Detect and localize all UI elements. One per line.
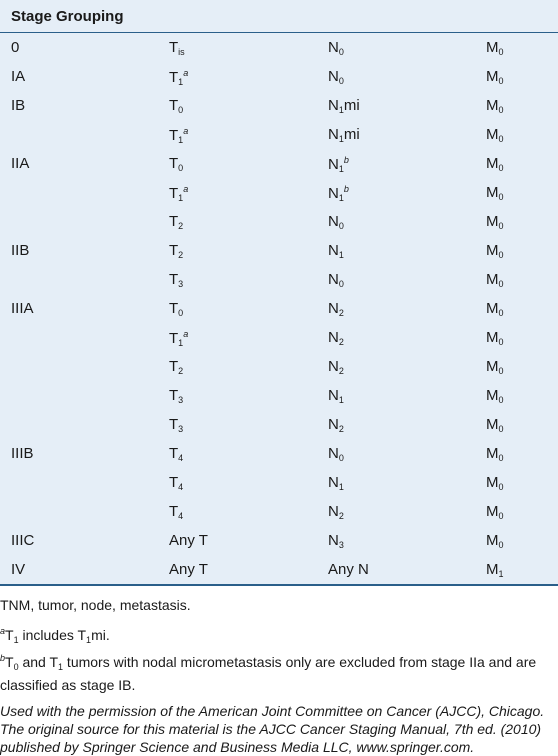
m-cell-subscript: 0: [498, 221, 504, 231]
m-cell: [486, 532, 504, 550]
table-row: [0, 120, 558, 149]
t-cell-superscript: a: [183, 126, 189, 136]
t-cell-subscript: 0: [178, 163, 184, 173]
m-cell: [486, 155, 504, 173]
m-cell: [486, 68, 504, 86]
m-cell-text: M: [486, 329, 499, 346]
t-cell-subscript: 1: [178, 135, 184, 145]
n-cell-text: N: [328, 242, 339, 259]
table-row: [0, 265, 558, 294]
m-cell-subscript: 0: [498, 540, 504, 550]
m-cell: [486, 300, 504, 318]
table-row: [0, 468, 558, 497]
n-cell-subscript: 0: [338, 221, 344, 231]
m-cell-text: M: [486, 68, 499, 85]
table-row: [0, 149, 558, 178]
n-cell-text: N: [328, 358, 339, 375]
table-row: [0, 410, 558, 439]
m-cell-subscript: 0: [498, 337, 504, 347]
n-cell: [328, 358, 344, 376]
n-cell-text: N: [328, 474, 339, 491]
n-cell: [328, 474, 344, 492]
n-cell-subscript: 3: [338, 540, 344, 550]
m-cell: [486, 561, 504, 579]
n-cell-text: N: [328, 300, 339, 317]
n-cell-text: N: [328, 68, 339, 85]
stage-cell: [11, 155, 29, 172]
table-row: [0, 178, 558, 207]
t-cell-text: T: [169, 300, 179, 317]
stage-cell: [11, 242, 29, 259]
m-cell-text: M: [486, 387, 499, 404]
m-cell-text: M: [486, 445, 499, 462]
table-row: [0, 62, 558, 91]
n-cell: [328, 97, 360, 115]
t-cell-subscript: 3: [178, 424, 184, 434]
t-cell: [169, 242, 183, 260]
t-cell-subscript: 3: [178, 279, 184, 289]
n-cell: [328, 329, 344, 347]
table-row: [0, 323, 558, 352]
footnote-a-sub: 1: [86, 635, 92, 645]
t-cell-subscript: 4: [178, 482, 184, 492]
stage-cell-text: IIB: [11, 242, 30, 259]
t-cell-subscript: 2: [178, 221, 184, 231]
m-cell-subscript: 1: [498, 569, 504, 579]
t-cell-text: T: [169, 127, 179, 144]
t-cell: [169, 329, 188, 348]
t-cell-text: Any T: [169, 561, 208, 578]
n-cell: [328, 155, 349, 174]
t-cell-text: Any T: [169, 532, 208, 549]
m-cell: [486, 126, 504, 144]
m-cell: [486, 39, 504, 57]
m-cell-subscript: 0: [498, 192, 504, 202]
t-cell-superscript: a: [183, 329, 189, 339]
table-header-title: Stage Grouping: [11, 8, 124, 25]
m-cell-text: M: [486, 358, 499, 375]
stage-cell: [11, 445, 34, 462]
stage-cell: [11, 532, 34, 549]
n-cell-subscript: 1: [338, 134, 344, 144]
t-cell: [169, 532, 208, 549]
t-cell: [169, 97, 183, 115]
n-cell-text: N: [328, 126, 339, 143]
m-cell: [486, 184, 504, 202]
m-cell-subscript: 0: [498, 511, 504, 521]
n-cell: [328, 39, 344, 57]
footnote-b-sub: 1: [58, 662, 64, 672]
abbreviation-note: TNM, tumor, node, metastasis.: [0, 597, 191, 613]
t-cell-text: T: [169, 330, 179, 347]
n-cell-text: Any N: [328, 561, 369, 578]
m-cell-subscript: 0: [498, 308, 504, 318]
table-row: [0, 236, 558, 265]
n-cell-text: N: [328, 271, 339, 288]
m-cell-subscript: 0: [498, 105, 504, 115]
n-cell-subscript: 2: [338, 337, 344, 347]
n-cell: [328, 184, 349, 203]
m-cell: [486, 387, 504, 405]
t-cell-subscript: is: [178, 47, 185, 57]
n-cell-subscript: 0: [338, 47, 344, 57]
m-cell: [486, 242, 504, 260]
t-cell-subscript: 2: [178, 250, 184, 260]
n-cell-text: N: [328, 532, 339, 549]
footnote-a-text: mi.: [91, 627, 110, 643]
stage-cell-text: IB: [11, 97, 26, 114]
m-cell-subscript: 0: [498, 76, 504, 86]
n-cell-subscript: 1: [338, 250, 344, 260]
t-cell-subscript: 4: [178, 511, 184, 521]
table-row: [0, 294, 558, 323]
footnote-a-text: T: [5, 627, 14, 643]
n-cell-subscript: 0: [338, 76, 344, 86]
m-cell-text: M: [486, 39, 499, 56]
n-cell-text: N: [328, 329, 339, 346]
n-cell-subscript: 1: [338, 482, 344, 492]
n-cell-subscript: 0: [338, 279, 344, 289]
t-cell-superscript: a: [183, 68, 189, 78]
t-cell-text: T: [169, 474, 179, 491]
n-cell-text: N: [328, 387, 339, 404]
footnote-b: [0, 649, 547, 694]
m-cell-text: M: [486, 271, 499, 288]
n-cell-subscript: 1: [338, 164, 344, 174]
n-cell-text: N: [328, 213, 339, 230]
stage-cell-text: IIIB: [11, 445, 34, 462]
m-cell: [486, 329, 504, 347]
m-cell-text: M: [486, 97, 499, 114]
stage-cell: [11, 39, 19, 56]
n-cell-superscript: b: [343, 184, 349, 194]
t-cell: [169, 68, 188, 87]
footnote-b-text: tumors with nodal micrometastasis only are excluded from stage IIa and are classified as stage IB.: [0, 654, 537, 693]
m-cell: [486, 445, 504, 463]
t-cell-text: T: [169, 185, 179, 202]
n-cell-text: N: [328, 503, 339, 520]
n-cell: [328, 68, 344, 86]
t-cell: [169, 416, 183, 434]
m-cell-text: M: [486, 561, 499, 578]
m-cell-subscript: 0: [498, 134, 504, 144]
m-cell-text: M: [486, 503, 499, 520]
stage-cell-text: IA: [11, 68, 26, 85]
t-cell-subscript: 1: [178, 77, 184, 87]
n-cell: [328, 242, 344, 260]
t-cell-superscript: a: [183, 184, 189, 194]
table-row: [0, 439, 558, 468]
t-cell-subscript: 0: [178, 308, 184, 318]
stage-cell-text: IV: [11, 561, 26, 578]
m-cell-subscript: 0: [498, 47, 504, 57]
stage-cell-text: IIA: [11, 155, 30, 172]
t-cell: [169, 126, 188, 145]
stage-cell-text: 0: [11, 39, 20, 56]
t-cell-subscript: 4: [178, 453, 184, 463]
n-cell-subscript: 0: [338, 453, 344, 463]
n-cell-text: N: [328, 156, 339, 173]
t-cell-text: T: [169, 271, 179, 288]
t-cell-text: T: [169, 445, 179, 462]
table-row: [0, 526, 558, 555]
m-cell: [486, 213, 504, 231]
n-cell: [328, 213, 344, 231]
m-cell-text: M: [486, 242, 499, 259]
n-cell-text: N: [328, 416, 339, 433]
n-cell: [328, 561, 369, 578]
n-cell-text: N: [328, 185, 339, 202]
stage-cell-text: IIIA: [11, 300, 34, 317]
n-cell-subscript: 1: [338, 395, 344, 405]
n-cell-superscript: b: [343, 155, 349, 165]
n-cell-suffix: mi: [343, 126, 360, 143]
t-cell: [169, 271, 183, 289]
stage-cell: [11, 300, 34, 317]
footnote-a-text: includes T: [18, 627, 87, 643]
m-cell-subscript: 0: [498, 453, 504, 463]
n-cell-subscript: 2: [338, 366, 344, 376]
t-cell: [169, 387, 183, 405]
table-row: [0, 555, 558, 584]
n-cell-subscript: 1: [338, 105, 344, 115]
m-cell-subscript: 0: [498, 163, 504, 173]
m-cell-subscript: 0: [498, 482, 504, 492]
n-cell-text: N: [328, 39, 339, 56]
t-cell-text: T: [169, 69, 179, 86]
m-cell: [486, 97, 504, 115]
table-row: [0, 91, 558, 120]
m-cell-text: M: [486, 184, 499, 201]
m-cell: [486, 416, 504, 434]
m-cell-text: M: [486, 155, 499, 172]
n-cell: [328, 532, 344, 550]
t-cell: [169, 300, 183, 318]
n-cell: [328, 271, 344, 289]
m-cell-subscript: 0: [498, 366, 504, 376]
t-cell-text: T: [169, 155, 179, 172]
t-cell-subscript: 3: [178, 395, 184, 405]
t-cell-subscript: 1: [178, 193, 184, 203]
n-cell: [328, 445, 344, 463]
footnote-a-marker: a: [0, 626, 6, 636]
m-cell-subscript: 0: [498, 279, 504, 289]
footnote-b-sub: 0: [13, 662, 19, 672]
m-cell-text: M: [486, 474, 499, 491]
n-cell: [328, 387, 344, 405]
table-row: [0, 381, 558, 410]
table-row: [0, 33, 558, 62]
t-cell: [169, 184, 188, 203]
m-cell: [486, 358, 504, 376]
t-cell: [169, 155, 183, 173]
footnote-a-sub: 1: [13, 635, 19, 645]
footnote-b-marker: b: [0, 653, 6, 663]
t-cell-text: T: [169, 242, 179, 259]
m-cell-subscript: 0: [498, 250, 504, 260]
table-row: [0, 497, 558, 526]
stage-cell: [11, 68, 25, 85]
t-cell-subscript: 2: [178, 366, 184, 376]
m-cell: [486, 474, 504, 492]
n-cell-subscript: 1: [338, 193, 344, 203]
footnote-a: [0, 622, 547, 649]
table-row: [0, 352, 558, 381]
m-cell: [486, 503, 504, 521]
n-cell: [328, 300, 344, 318]
m-cell-text: M: [486, 532, 499, 549]
table-body: [0, 33, 558, 584]
table-header: [0, 0, 558, 33]
m-cell-subscript: 0: [498, 395, 504, 405]
t-cell: [169, 39, 185, 57]
t-cell-text: T: [169, 416, 179, 433]
t-cell-subscript: 0: [178, 105, 184, 115]
stage-cell: [11, 561, 25, 578]
m-cell-text: M: [486, 300, 499, 317]
t-cell: [169, 503, 183, 521]
t-cell: [169, 474, 183, 492]
m-cell-subscript: 0: [498, 424, 504, 434]
stage-cell: [11, 97, 25, 114]
n-cell-subscript: 2: [338, 511, 344, 521]
n-cell-subscript: 2: [338, 308, 344, 318]
footnote-b-text: and T: [18, 654, 59, 670]
footnote-b-text: T: [5, 654, 14, 670]
table-row: [0, 207, 558, 236]
t-cell-text: T: [169, 358, 179, 375]
t-cell-text: T: [169, 213, 179, 230]
m-cell: [486, 271, 504, 289]
n-cell: [328, 503, 344, 521]
t-cell: [169, 445, 183, 463]
t-cell-text: T: [169, 39, 179, 56]
m-cell-text: M: [486, 126, 499, 143]
t-cell: [169, 358, 183, 376]
n-cell-text: N: [328, 445, 339, 462]
t-cell-text: T: [169, 97, 179, 114]
n-cell-text: N: [328, 97, 339, 114]
stage-cell-text: IIIC: [11, 532, 35, 549]
m-cell-text: M: [486, 416, 499, 433]
n-cell: [328, 416, 344, 434]
t-cell-subscript: 1: [178, 338, 184, 348]
n-cell-subscript: 2: [338, 424, 344, 434]
t-cell-text: T: [169, 387, 179, 404]
n-cell: [328, 126, 360, 144]
permission-note: Used with the permission of the American Joint Committee on Cancer (AJCC), Chicago. The original source for this material is the AJCC Cancer Staging Manual, 7th ed. (2010) published by Springer Science and Business Media LLC, www.springer.com.: [0, 703, 545, 755]
n-cell-suffix: mi: [343, 97, 360, 114]
m-cell-text: M: [486, 213, 499, 230]
t-cell: [169, 561, 208, 578]
t-cell: [169, 213, 183, 231]
t-cell-text: T: [169, 503, 179, 520]
footnotes: [0, 586, 558, 756]
